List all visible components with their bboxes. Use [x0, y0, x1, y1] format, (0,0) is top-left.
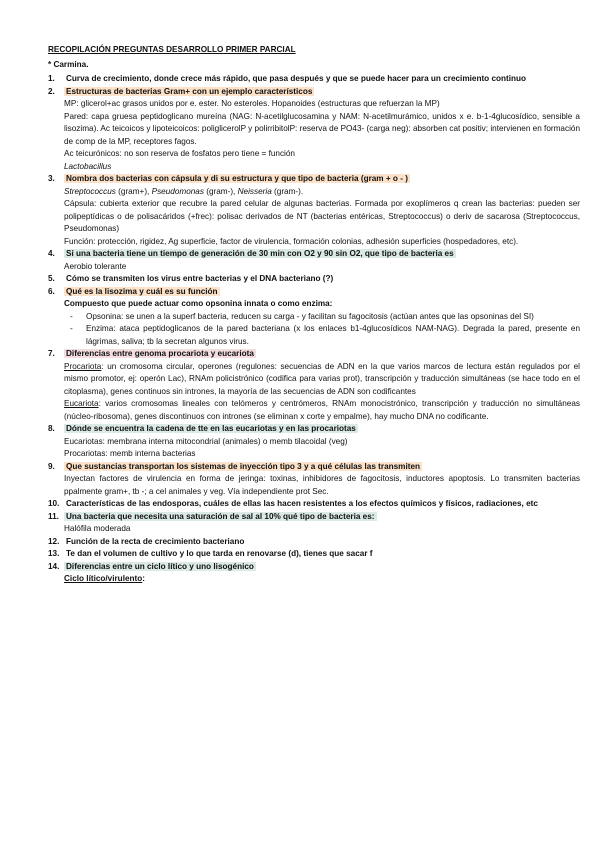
term-label: Procariota: [64, 361, 102, 371]
species-name: Streptococcus: [64, 186, 116, 196]
question-text: Estructuras de bacterias Gram+ con un ejemplo característicos: [66, 86, 313, 96]
answer-line: Pared: capa gruesa peptidoglicano mureína (NAG: N-acetilglucosamina y NAM: N-acetilmurámico, unidos x e. b-1-4glucosídico, sensible a lisozima). Ac teicoicos y lipoteicoicos: poliglicerolP y polirribitolP: reserva de PO43- (carga neg): absorben cat positiv; intervienen en formación de comp de la MP, receptores fagos.: [64, 111, 580, 146]
cycle-label: Ciclo lítico/virulento: [64, 574, 143, 583]
question-11: [48, 511, 580, 524]
species-line: [48, 186, 580, 199]
question-number: 8.: [48, 424, 55, 433]
answer-paragraph: [48, 398, 580, 423]
author-note: * Carmina.: [48, 59, 89, 69]
answer-line: Cápsula: cubierta exterior que recubre la pared celular de algunas bacterias. Formada por exoplímeros q crean las bacterias: pueden ser polipeptídicas o de polisacáridos (+frec): polisac derivados de NT (bacterias entéricas, Streptococcus) o deriv de sacarosa (Streptococcus, Pseudomonas): [64, 199, 580, 233]
question-6: [48, 286, 580, 299]
question-8: [48, 423, 580, 436]
bullet-dash: -: [70, 324, 73, 333]
question-12: [48, 536, 580, 549]
term-label: Eucariota: [64, 399, 99, 408]
cycle-colon: :: [142, 574, 145, 583]
answer-line: Procariotas: memb interna bacterias: [64, 449, 196, 458]
example-species: Lactobacillus: [64, 161, 112, 171]
question-text: Qué es la lisozima y cuál es su función: [66, 286, 218, 296]
answer-line: Eucariotas: membrana interna mitocondrial (animales) o memb tilacoidal (veg): [64, 436, 348, 446]
question-10: [48, 498, 580, 511]
question-number: 6.: [48, 286, 55, 296]
bullet-item: [48, 311, 580, 324]
subsection-heading: [48, 573, 580, 586]
answer-line: Aerobio tolerante: [64, 261, 127, 271]
question-number: 7.: [48, 349, 55, 358]
species-name: Neisseria: [237, 186, 272, 196]
question-text: Una bacteria que necesita una saturación de sal al 10% qué tipo de bacteria es:: [66, 511, 375, 521]
species-name: Pseudomonas: [151, 186, 204, 196]
question-text: Función de la recta de crecimiento bacteriano: [66, 536, 245, 546]
question-text: Diferencias entre un ciclo lítico y uno lisogénico: [66, 561, 254, 571]
question-text: Dónde se encuentra la cadena de tte en las eucariotas y en las procariotas: [66, 424, 356, 433]
question-number: 14.: [48, 561, 60, 571]
question-text: Si una bacteria tiene un tiempo de generación de 30 min con O2 y 90 sin O2, que tipo de bacteria es: [66, 249, 454, 258]
question-text: Cómo se transmiten los virus entre bacterias y el DNA bacteriano (?): [66, 274, 334, 283]
question-number: 1.: [48, 74, 55, 83]
bullet-dash: -: [70, 311, 73, 321]
question-text: Te dan el volumen de cultivo y lo que tarda en renovarse (d), tienes que sacar f: [66, 549, 373, 558]
bullet-text: Opsonina: se unen a la superf bacteria, reducen su carga - y facilitan su fagocitosis (actúan antes que las opsoninas del SI): [86, 311, 534, 321]
answer-line: Compuesto que puede actuar como opsonina innata o como enzima:: [64, 299, 333, 308]
document-title: RECOPILACIÓN PREGUNTAS DESARROLLO PRIMER PARCIAL: [48, 45, 296, 54]
answer-paragraph: [48, 361, 580, 399]
question-text: Diferencias entre genoma procariota y eucariota: [66, 349, 254, 358]
term-text: : un cromosoma circular, operones (regulones: secuencias de ADN en la que varios marcos de lectura están regulados por el mismo promotor, ej: operón Lac), RNAm policistrónico (codifica para varias prot), transcripción y traducción simultáneas (se hace todo en el citoplasma), genes continuos sin intrones, la mayoría de las secuencias de ADN son codificantes: [64, 361, 580, 396]
bullet-text: Enzima: ataca peptidoglicanos de la pared bacteriana (x los enlaces b1-4glucosídicos NAM-NAG). Degrada la pared, presente en lágrimas, saliva; tb la secretan algunos virus.: [86, 324, 580, 346]
question-4: [48, 248, 580, 261]
question-14: [48, 561, 580, 574]
question-2: [48, 86, 580, 99]
question-number: 12.: [48, 536, 60, 546]
bullet-item: [48, 323, 580, 348]
gram-tag: (gram+),: [115, 186, 152, 196]
question-13: [48, 548, 580, 561]
question-3: [48, 173, 580, 186]
answer-line: Halófila moderada: [64, 524, 131, 533]
question-text: Que sustancias transportan los sistemas de inyección tipo 3 y a qué células las transmiten: [66, 461, 421, 471]
document-page: [48, 44, 580, 586]
gram-tag: (gram-).: [271, 186, 304, 196]
question-number: 3.: [48, 174, 55, 183]
question-text: Características de las endosporas, cuáles de ellas las hacen resistentes a los efectos químicos y físicos, radiaciones, etc: [66, 499, 538, 508]
question-number: 2.: [48, 86, 55, 96]
question-number: 4.: [48, 249, 55, 258]
gram-tag: (gram-),: [203, 186, 238, 196]
question-5: [48, 273, 580, 286]
answer-line: Función: protección, rigidez, Ag superficie, factor de virulencia, formación colonias, adhesión superficies (hospedadores, etc).: [64, 236, 519, 246]
question-number: 9.: [48, 461, 55, 471]
question-1: [48, 73, 580, 86]
question-number: 13.: [48, 549, 60, 558]
answer-line: Inyectan factores de virulencia en forma de jeringa: toxinas, inhibidores de fagocitosis, inductores apoptosis. Lo transmiten bacterias ppalmente gram+, tb -; a cel animales y veg. Vía independiente prot Sec.: [64, 474, 580, 496]
answer-line: MP: glicerol+ac grasos unidos por e. ester. No esteroles. Hopanoides (estructuras que refuerzan la MP): [64, 99, 440, 108]
question-9: [48, 461, 580, 474]
question-number: 5.: [48, 274, 55, 283]
question-text: Curva de crecimiento, donde crece más rápido, que pasa después y que se puede hacer para un crecimiento continuo: [66, 74, 527, 83]
question-number: 11.: [48, 511, 59, 521]
question-number: 10.: [48, 499, 60, 508]
answer-line: Ac teicurónicos: no son reserva de fosfatos pero tiene = función: [64, 149, 295, 158]
question-7: [48, 348, 580, 361]
question-text: Nombra dos bacterias con cápsula y di su estructura y que tipo de bacteria (gram + o - ): [66, 174, 408, 183]
term-text: : varios cromosomas lineales con telómeros y centrómeros, RNAm monocistrónico, transcripción y traducción no simultáneas (núcleo-ribosoma), genes discontinuos con intrones (se eliminan x corte y empalme), hay mucho DNA no codificante.: [64, 399, 580, 421]
